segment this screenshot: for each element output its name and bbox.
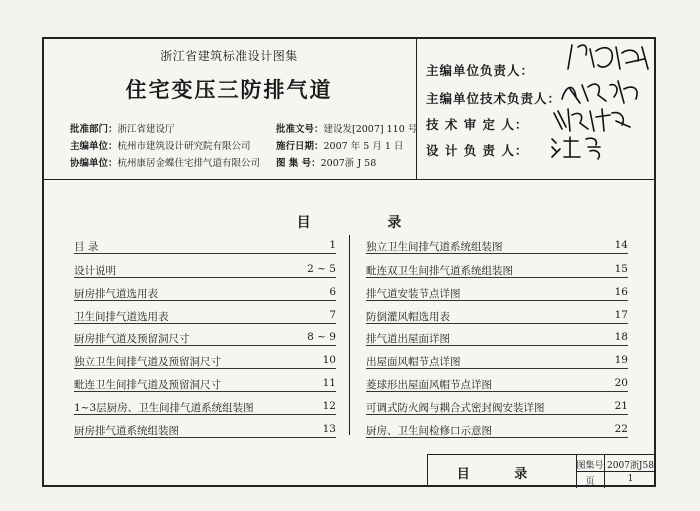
meta-co-editor: 协编单位：杭州康居金蝶住宅排气道有限公司 [70, 158, 261, 169]
toc-entry[interactable]: 防倒灌风帽选用表 17 [366, 309, 628, 323]
toc-entry[interactable]: 菱球形出屋面风帽节点详图 20 [366, 377, 628, 391]
sig-row-unit-head: 主编单位负责人： [426, 63, 535, 78]
atlas-no-value: 2007浙J58 [607, 461, 654, 471]
meta-approval-dept: 批准部门：浙江省建设厅 [70, 124, 175, 135]
toc-entry[interactable]: 厨房排气道及预留洞尺寸 8 ~ 9 [74, 331, 336, 345]
page-label: 页 [585, 477, 595, 487]
sig-row-tech-head: 主编单位技术负责人： [426, 91, 562, 106]
meta-chief-editor: 主编单位：杭州市建筑设计研究院有限公司 [70, 141, 251, 152]
sig-row-design-lead: 设 计 负 责 人： [426, 143, 529, 158]
sig-row-reviewer: 技 术 审 定 人： [426, 117, 529, 132]
signature-1-image [564, 39, 654, 75]
toc-entry[interactable]: 排气道安装节点详图 16 [366, 286, 628, 300]
toc-entry[interactable]: 可调式防火阀与耦合式密封阀安装详图 21 [366, 400, 628, 414]
atlas-title: 住宅变压三防排气道 [125, 78, 333, 102]
page-value: 1 [627, 474, 634, 484]
header-divider [416, 39, 417, 179]
title-block [427, 454, 656, 487]
toc-entry[interactable]: 独立卫生间排气道及预留洞尺寸 10 [74, 354, 336, 368]
signature-4-image [548, 131, 618, 161]
header-bottom-line [44, 179, 654, 180]
toc-entry[interactable]: 1~3层厨房、卫生间排气道系统组装图 12 [74, 400, 336, 414]
toc-entry[interactable]: 设计说明 2 ~ 5 [74, 263, 336, 277]
toc-entry[interactable]: 厨房排气道选用表 6 [74, 286, 336, 300]
toc-center-divider [349, 235, 350, 435]
toc-heading: 目 录 [296, 215, 438, 231]
title-block-title: 目 录 [456, 467, 548, 482]
atlas-no-label: 图集号 [576, 461, 604, 471]
meta-approval-no: 批准文号：建设发[2007] 110 号 [276, 124, 418, 135]
toc-entry[interactable]: 毗连卫生间排气道及预留洞尺寸 11 [74, 377, 336, 391]
drawing-frame [42, 37, 656, 487]
toc-entry[interactable]: 出屋面风帽节点详图 19 [366, 354, 628, 368]
toc-entry[interactable]: 排气道出屋面详图 18 [366, 331, 628, 345]
toc-entry[interactable]: 目 录 1 [74, 239, 336, 253]
meta-effective-date: 施行日期：2007 年 5 月 1 日 [276, 141, 404, 152]
toc-entry[interactable]: 卫生间排气道选用表 7 [74, 309, 336, 323]
atlas-series: 浙江省建筑标准设计图集 [160, 49, 298, 63]
toc-entry[interactable]: 毗连双卫生间排气道系统组装图 15 [366, 263, 628, 277]
toc-entry[interactable]: 厨房排气道系统组装图 13 [74, 423, 336, 437]
toc-entry[interactable]: 厨房、卫生间检修口示意图 22 [366, 423, 628, 437]
meta-atlas-no: 图 集 号：2007浙 J 58 [276, 158, 377, 169]
toc-entry[interactable]: 独立卫生间排气道系统组装图 14 [366, 239, 628, 253]
